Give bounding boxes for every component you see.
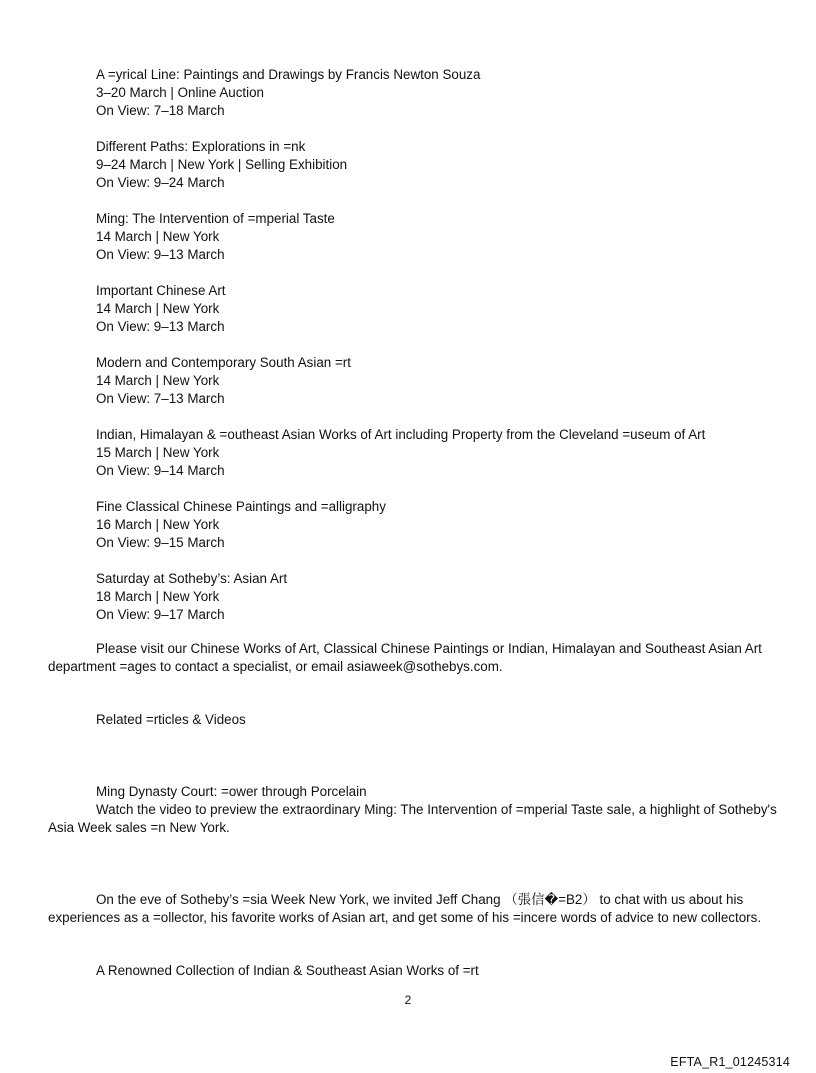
event-entry [96,210,796,264]
renowned-collection-heading: A Renowned Collection of Indian & Southeast Asian Works of =rt [96,963,479,978]
contact-paragraph-text: Please visit our Chinese Works of Art, Classical Chinese Paintings or Indian, Himalayan and Southeast Asian Art department =ages to contact a specialist, or email asiaweek@sothebys.com. [48,641,762,674]
event-title: Different Paths: Explorations in =nk [96,139,306,154]
event-details: 3–20 March | Online Auction [96,85,264,100]
event-details: 9–24 March | New York | Selling Exhibition [96,157,348,172]
event-entry [96,426,796,480]
event-title: Ming: The Intervention of =mperial Taste [96,211,335,226]
event-list [96,66,796,642]
event-entry [96,570,796,624]
event-title: Saturday at Sotheby’s: Asian Art [96,571,288,586]
jeff-chang-paragraph-text: On the eve of Sotheby’s =sia Week New York, we invited Jeff Chang （張信�=B2） to chat with us about his experiences as a =ollector, his favorite works of Asian art, and get some of his =incere words of advice to new collectors. [48,892,762,925]
contact-paragraph [48,640,778,676]
document-id: EFTA_R1_01245314 [670,1055,790,1069]
event-on-view: On View: 9–24 March [96,175,225,190]
ming-video-description [48,801,778,837]
event-on-view: On View: 7–13 March [96,391,225,406]
event-entry [96,498,796,552]
event-details: 18 March | New York [96,589,220,604]
related-heading: Related =rticles & Videos [96,712,246,727]
event-details: 14 March | New York [96,229,220,244]
event-title: Modern and Contemporary South Asian =rt [96,355,351,370]
event-entry [96,66,796,120]
event-on-view: On View: 9–15 March [96,535,225,550]
page-number: 2 [404,993,412,1007]
event-entry [96,138,796,192]
event-on-view: On View: 9–13 March [96,319,225,334]
event-entry [96,354,796,408]
event-title: Important Chinese Art [96,283,226,298]
event-details: 14 March | New York [96,301,220,316]
event-on-view: On View: 9–13 March [96,247,225,262]
ming-video-description-text: Watch the video to preview the extraordinary Ming: The Intervention of =mperial Taste sale, a highlight of Sotheby's Asia Week sales =n New York. [48,802,777,835]
event-on-view: On View: 9–17 March [96,607,225,622]
ming-video-title: Ming Dynasty Court: =ower through Porcelain [96,784,367,799]
event-title: Fine Classical Chinese Paintings and =alligraphy [96,499,386,514]
event-entry [96,282,796,336]
event-details: 15 March | New York [96,445,220,460]
jeff-chang-paragraph [48,891,778,927]
event-title: Indian, Himalayan & =outheast Asian Works of Art including Property from the Cleveland =useum of Art [96,427,706,442]
event-title: A =yrical Line: Paintings and Drawings by Francis Newton Souza [96,67,481,82]
event-on-view: On View: 7–18 March [96,103,225,118]
event-details: 14 March | New York [96,373,220,388]
event-on-view: On View: 9–14 March [96,463,225,478]
event-details: 16 March | New York [96,517,220,532]
